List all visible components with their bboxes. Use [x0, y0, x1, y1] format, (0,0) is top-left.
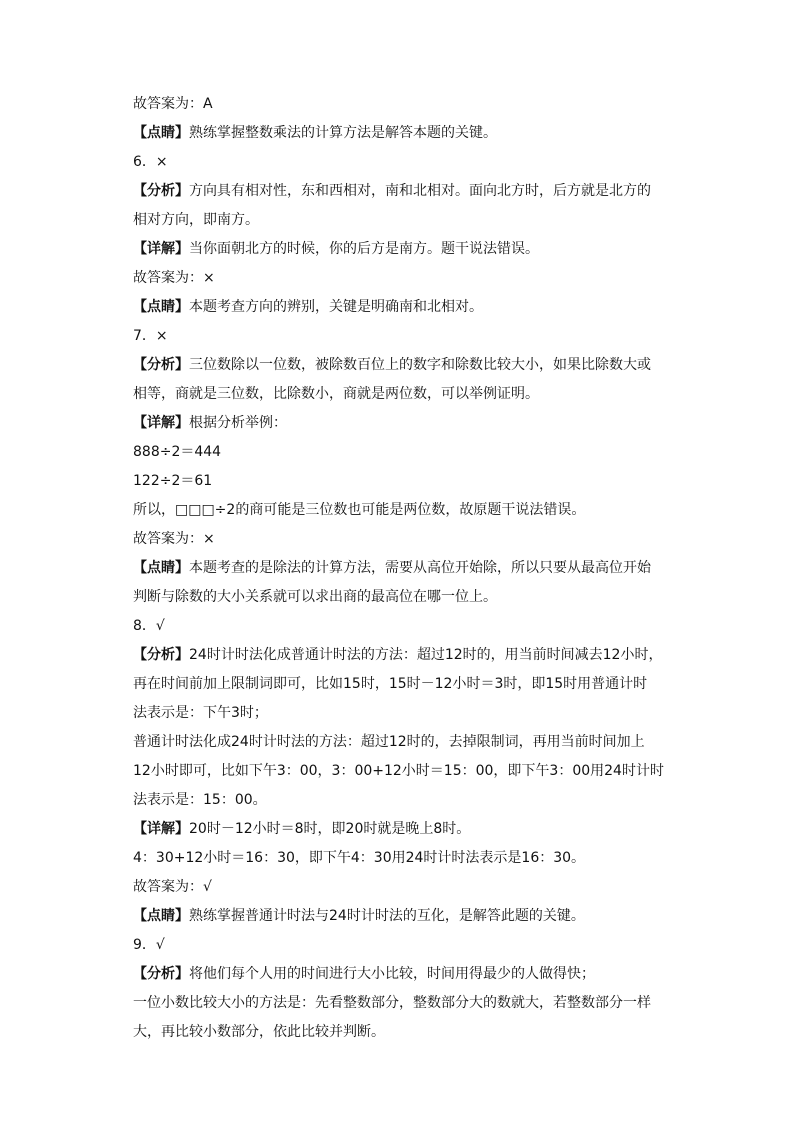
text-line [133, 409, 678, 438]
line-text: 20时－12小时＝8时，即20时就是晚上8时。 [189, 821, 471, 837]
line-text: 将他们每个人用的时间进行大小比较，时间用得最少的人做得快； [189, 966, 595, 982]
line-text: 根据分析举例： [189, 415, 287, 431]
line-text: 三位数除以一位数，被除数百位上的数字和除数比较大小，如果比除数大或 [189, 357, 651, 373]
line-text: 法表示是：下午3时； [133, 705, 268, 721]
section-tag: 【分析】 [133, 647, 189, 663]
section-tag: 【点睛】 [133, 125, 189, 141]
text-line [133, 960, 678, 989]
line-text: 888÷2＝444 [133, 444, 222, 460]
section-tag: 【分析】 [133, 966, 189, 982]
line-text: 再在时间前加上限制词即可，比如15时，15时－12小时＝3时，即15时用普通计时 [133, 676, 648, 692]
text-line [133, 380, 678, 409]
line-text: 一位小数比较大小的方法是：先看整数部分，整数部分大的数就大，若整数部分一样 [133, 995, 651, 1011]
text-line [133, 351, 678, 380]
line-text: 方向具有相对性，东和西相对，南和北相对。面向北方时，后方就是北方的 [189, 183, 651, 199]
question-number [133, 148, 678, 177]
line-text: 当你面朝北方的时候，你的后方是南方。题干说法错误。 [189, 241, 539, 257]
line-text: 本题考查的是除法的计算方法，需要从高位开始除，所以只要从最高位开始 [189, 560, 651, 576]
line-text: 7．× [133, 328, 168, 344]
line-text: 4：30+12小时＝16：30，即下午4：30用24时计时法表示是16：30。 [133, 850, 586, 866]
line-text: 12小时即可，比如下午3：00，3：00+12小时＝15：00，即下午3：00用24时计时 [133, 763, 664, 779]
line-text: 故答案为：× [133, 270, 215, 286]
section-tag: 【详解】 [133, 241, 189, 257]
line-text: 故答案为：× [133, 531, 215, 547]
section-tag: 【点睛】 [133, 299, 189, 315]
text-line [133, 699, 678, 728]
section-tag: 【点睛】 [133, 560, 189, 576]
text-line [133, 815, 678, 844]
text-line [133, 235, 678, 264]
line-text: 本题考查方向的辨别，关键是明确南和北相对。 [189, 299, 483, 315]
question-number [133, 931, 678, 960]
text-line [133, 728, 678, 757]
text-line [133, 206, 678, 235]
line-text: 判断与除数的大小关系就可以求出商的最高位在哪一位上。 [133, 589, 497, 605]
section-tag: 【分析】 [133, 183, 189, 199]
section-tag: 【详解】 [133, 821, 189, 837]
text-line [133, 583, 678, 612]
line-text: 大，再比较小数部分，依此比较并判断。 [133, 1024, 385, 1040]
text-line [133, 670, 678, 699]
text-line [133, 264, 678, 293]
line-text: 所以，□□□÷2的商可能是三位数也可能是两位数，故原题干说法错误。 [133, 502, 586, 518]
text-line [133, 902, 678, 931]
text-line [133, 641, 678, 670]
text-line [133, 1018, 678, 1047]
section-tag: 【点睛】 [133, 908, 189, 924]
text-line [133, 757, 678, 786]
line-text: 9．√ [133, 937, 165, 953]
text-line [133, 873, 678, 902]
text-line [133, 554, 678, 583]
text-line [133, 844, 678, 873]
line-text: 普通计时法化成24时计时法的方法：超过12时的，去掉限制词，再用当前时间加上 [133, 734, 645, 750]
line-text: 熟练掌握普通计时法与24时计时法的互化，是解答此题的关键。 [189, 908, 585, 924]
line-text: 6．× [133, 154, 168, 170]
text-line [133, 786, 678, 815]
question-number [133, 612, 678, 641]
section-tag: 【详解】 [133, 415, 189, 431]
equation-line [133, 438, 678, 467]
section-tag: 【分析】 [133, 357, 189, 373]
line-text: 122÷2＝61 [133, 473, 213, 489]
question-number [133, 322, 678, 351]
text-line [133, 989, 678, 1018]
line-text: 故答案为：A [133, 96, 213, 112]
equation-line [133, 467, 678, 496]
text-line [133, 496, 678, 525]
line-text: 8．√ [133, 618, 165, 634]
text-line [133, 293, 678, 322]
line-text: 熟练掌握整数乘法的计算方法是解答本题的关键。 [189, 125, 497, 141]
answer-explanations [133, 90, 678, 1047]
text-line [133, 525, 678, 554]
line-text: 相对方向，即南方。 [133, 212, 259, 228]
text-line [133, 90, 678, 119]
line-text: 故答案为：√ [133, 879, 212, 895]
line-text: 相等，商就是三位数，比除数小，商就是两位数，可以举例证明。 [133, 386, 539, 402]
text-line [133, 177, 678, 206]
line-text: 24时计时法化成普通计时法的方法：超过12时的，用当前时间减去12小时， [189, 647, 663, 663]
text-line [133, 119, 678, 148]
line-text: 法表示是：15：00。 [133, 792, 267, 808]
